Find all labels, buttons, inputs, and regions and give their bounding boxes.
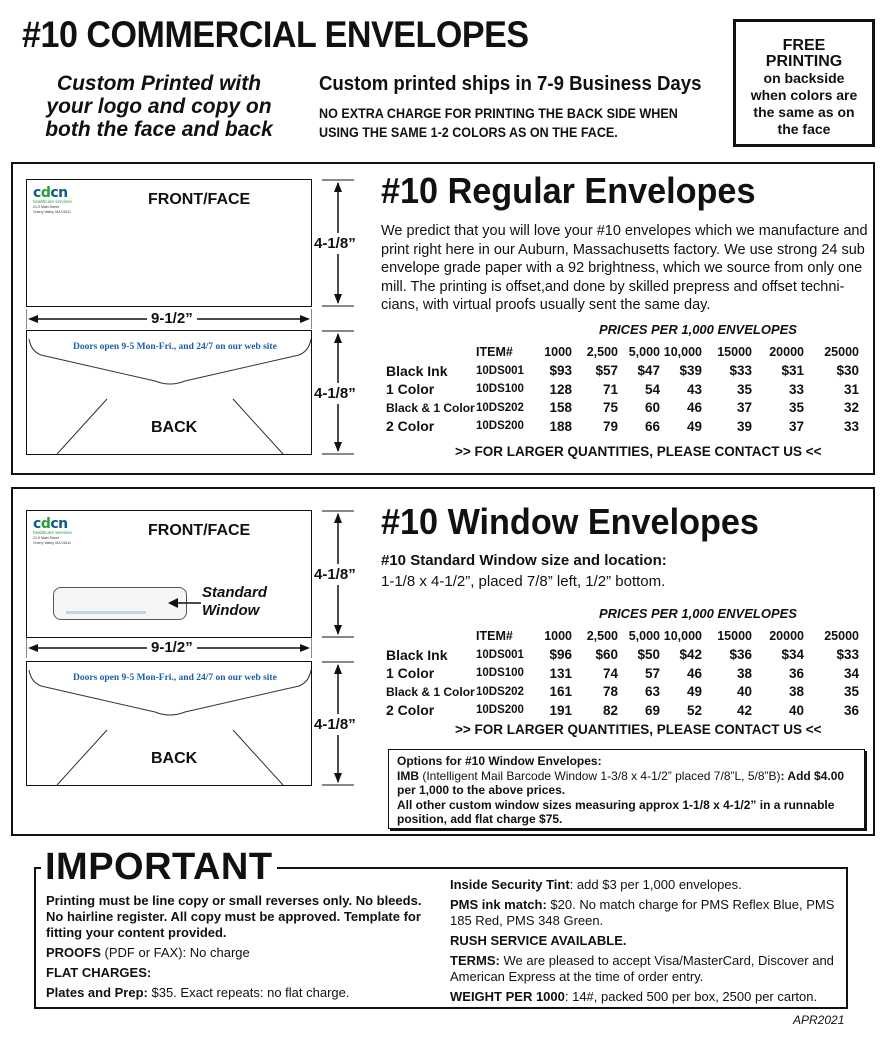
table-row: Black & 1 Color 10DS202 158 75 60 46 37 35 32 [386, 400, 859, 416]
window-options-box: Options for #10 Window Envelopes: IMB (Intelligent Mail Barcode Window 1-3/8 x 4-1/2” placed 7/8”L, 5/8”B): Add $4.00 per 1,000 to the above prices. All other custom window sizes measuring approx 1-1/8 x 4-1/2” in a runnable position, add flat charge $75. [388, 749, 865, 829]
window-subtitle: #10 Standard Window size and location: [381, 552, 667, 569]
table-header-row: ITEM# 1000 2,500 5,000 10,000 15000 20000 25000 [476, 345, 859, 360]
imb-option: IMB (Intelligent Mail Barcode Window 1-3/8 x 4-1/2” placed 7/8”L, 5/8”B): Add $4.00 per 1,000 to the above prices. [397, 768, 845, 797]
regular-contact-note: >> FOR LARGER QUANTITIES, PLEASE CONTACT US << [455, 444, 822, 459]
regular-price-caption: PRICES PER 1,000 ENVELOPES [599, 322, 797, 337]
back-printing-note: NO EXTRA CHARGE FOR PRINTING THE BACK SIDE WHEN USING THE SAME 1-2 COLORS AS ON THE FACE. [319, 106, 678, 140]
table-row: Black & 1 Color 10DS202 161 78 63 49 40 38 35 [386, 684, 859, 700]
front-height-dimension-label: 4-1/8” [314, 235, 356, 252]
front-envelope-diagram [26, 179, 312, 307]
window-front-envelope-diagram [26, 510, 312, 638]
standard-window-label: Standard Window [202, 584, 268, 619]
regular-description: We predict that you will love your #10 envelopes which we manufacture and print right here in our Auburn, Massachusetts factory. We use strong 24 sub envelope grade paper with a 92 brightness, which we source from only one mill. The printing is offset,and done by skilled prepress and offset techni- cians, with virtual proofs usually sent the same day. [381, 223, 868, 313]
important-right-column: Inside Security Tint: add $3 per 1,000 envelopes. PMS ink match: $20. No match charge for PMS Reflex Blue, PMS 185 Red, PMS 348 Green. RUSH SERVICE AVAILABLE. TERMS: We are pleased to accept Visa/MasterCard, Discover and American Express at the time of order entry. WEIGHT PER 1000: 14#, packed 500 per box, 2500 per carton. [450, 877, 835, 1004]
back-envelope-diagram [26, 330, 312, 455]
company-logo: cdcn healthcare services 21-9 Main Street Cherry Valley, MA 01611 [33, 516, 113, 545]
logo-mark: cdcn [33, 516, 68, 532]
table-header-row: ITEM# 1000 2,500 5,000 10,000 15000 20000 25000 [476, 629, 859, 644]
front-height-dimension-label: 4-1/8” [314, 566, 356, 583]
width-dimension-label: 9-1/2” [147, 310, 197, 327]
table-row: 1 Color 10DS100 131 74 57 46 38 36 34 [386, 665, 859, 682]
logo-mark: cdcn [33, 185, 68, 201]
back-height-dimension-label: 4-1/8” [314, 716, 356, 733]
window-envelopes-title: #10 Window Envelopes [381, 501, 759, 542]
window-size-detail: 1-1/8 x 4-1/2”, placed 7/8” left, 1/2” bottom. [381, 573, 666, 590]
window-shadow [66, 611, 146, 614]
width-dimension-label: 9-1/2” [147, 639, 197, 656]
page-title: #10 COMMERCIAL ENVELOPES [22, 14, 529, 55]
table-row: 2 Color 10DS200 191 82 69 52 42 40 36 [386, 702, 859, 719]
company-logo: cdcn healthcare services 21-9 Main Street Cherry Valley, MA 01611 [33, 185, 113, 214]
free-printing-badge: FREE PRINTING on backside when colors are the same as on the face [733, 19, 875, 147]
table-row: 1 Color 10DS100 128 71 54 43 35 33 31 [386, 381, 859, 398]
window-back-envelope-diagram [26, 661, 312, 786]
regular-envelopes-title: #10 Regular Envelopes [381, 170, 756, 211]
revision-code: APR2021 [793, 1013, 845, 1027]
front-face-label: FRONT/FACE [148, 522, 251, 539]
table-row: 2 Color 10DS200 188 79 66 49 39 37 33 [386, 418, 859, 435]
window-contact-note: >> FOR LARGER QUANTITIES, PLEASE CONTACT US << [455, 722, 822, 737]
table-row: Black Ink 10DS001 $93 $57 $47 $39 $33 $31 $30 [386, 362, 859, 379]
tagline: Custom Printed with your logo and copy on both the face and back [45, 72, 273, 141]
regular-price-table [386, 343, 859, 436]
flap-print-text: Doors open 9-5 Mon-Fri., and 24/7 on our web site [73, 673, 277, 683]
shipping-time: Custom printed ships in 7-9 Business Days [319, 73, 702, 95]
important-left-column: Printing must be line copy or small reverses only. No bleeds. No hairline register. All copy must be approved. Template for fitting your content provided. PROOFS (PDF or FAX): No charge FLAT CHARGES: Plates and Prep: $35. Exact repeats: no flat charge. [46, 893, 422, 1000]
window-price-caption: PRICES PER 1,000 ENVELOPES [599, 606, 797, 621]
flap-print-text: Doors open 9-5 Mon-Fri., and 24/7 on our web site [73, 342, 277, 352]
back-label: BACK [151, 419, 198, 436]
back-height-dimension-label: 4-1/8” [314, 385, 356, 402]
front-face-label: FRONT/FACE [148, 191, 251, 208]
window-price-table [386, 627, 859, 720]
back-label: BACK [151, 750, 198, 767]
table-row: Black Ink 10DS001 $96 $60 $50 $42 $36 $34 $33 [386, 646, 859, 663]
window-pointer-arrow [167, 596, 203, 610]
important-title: IMPORTANT [41, 846, 277, 889]
